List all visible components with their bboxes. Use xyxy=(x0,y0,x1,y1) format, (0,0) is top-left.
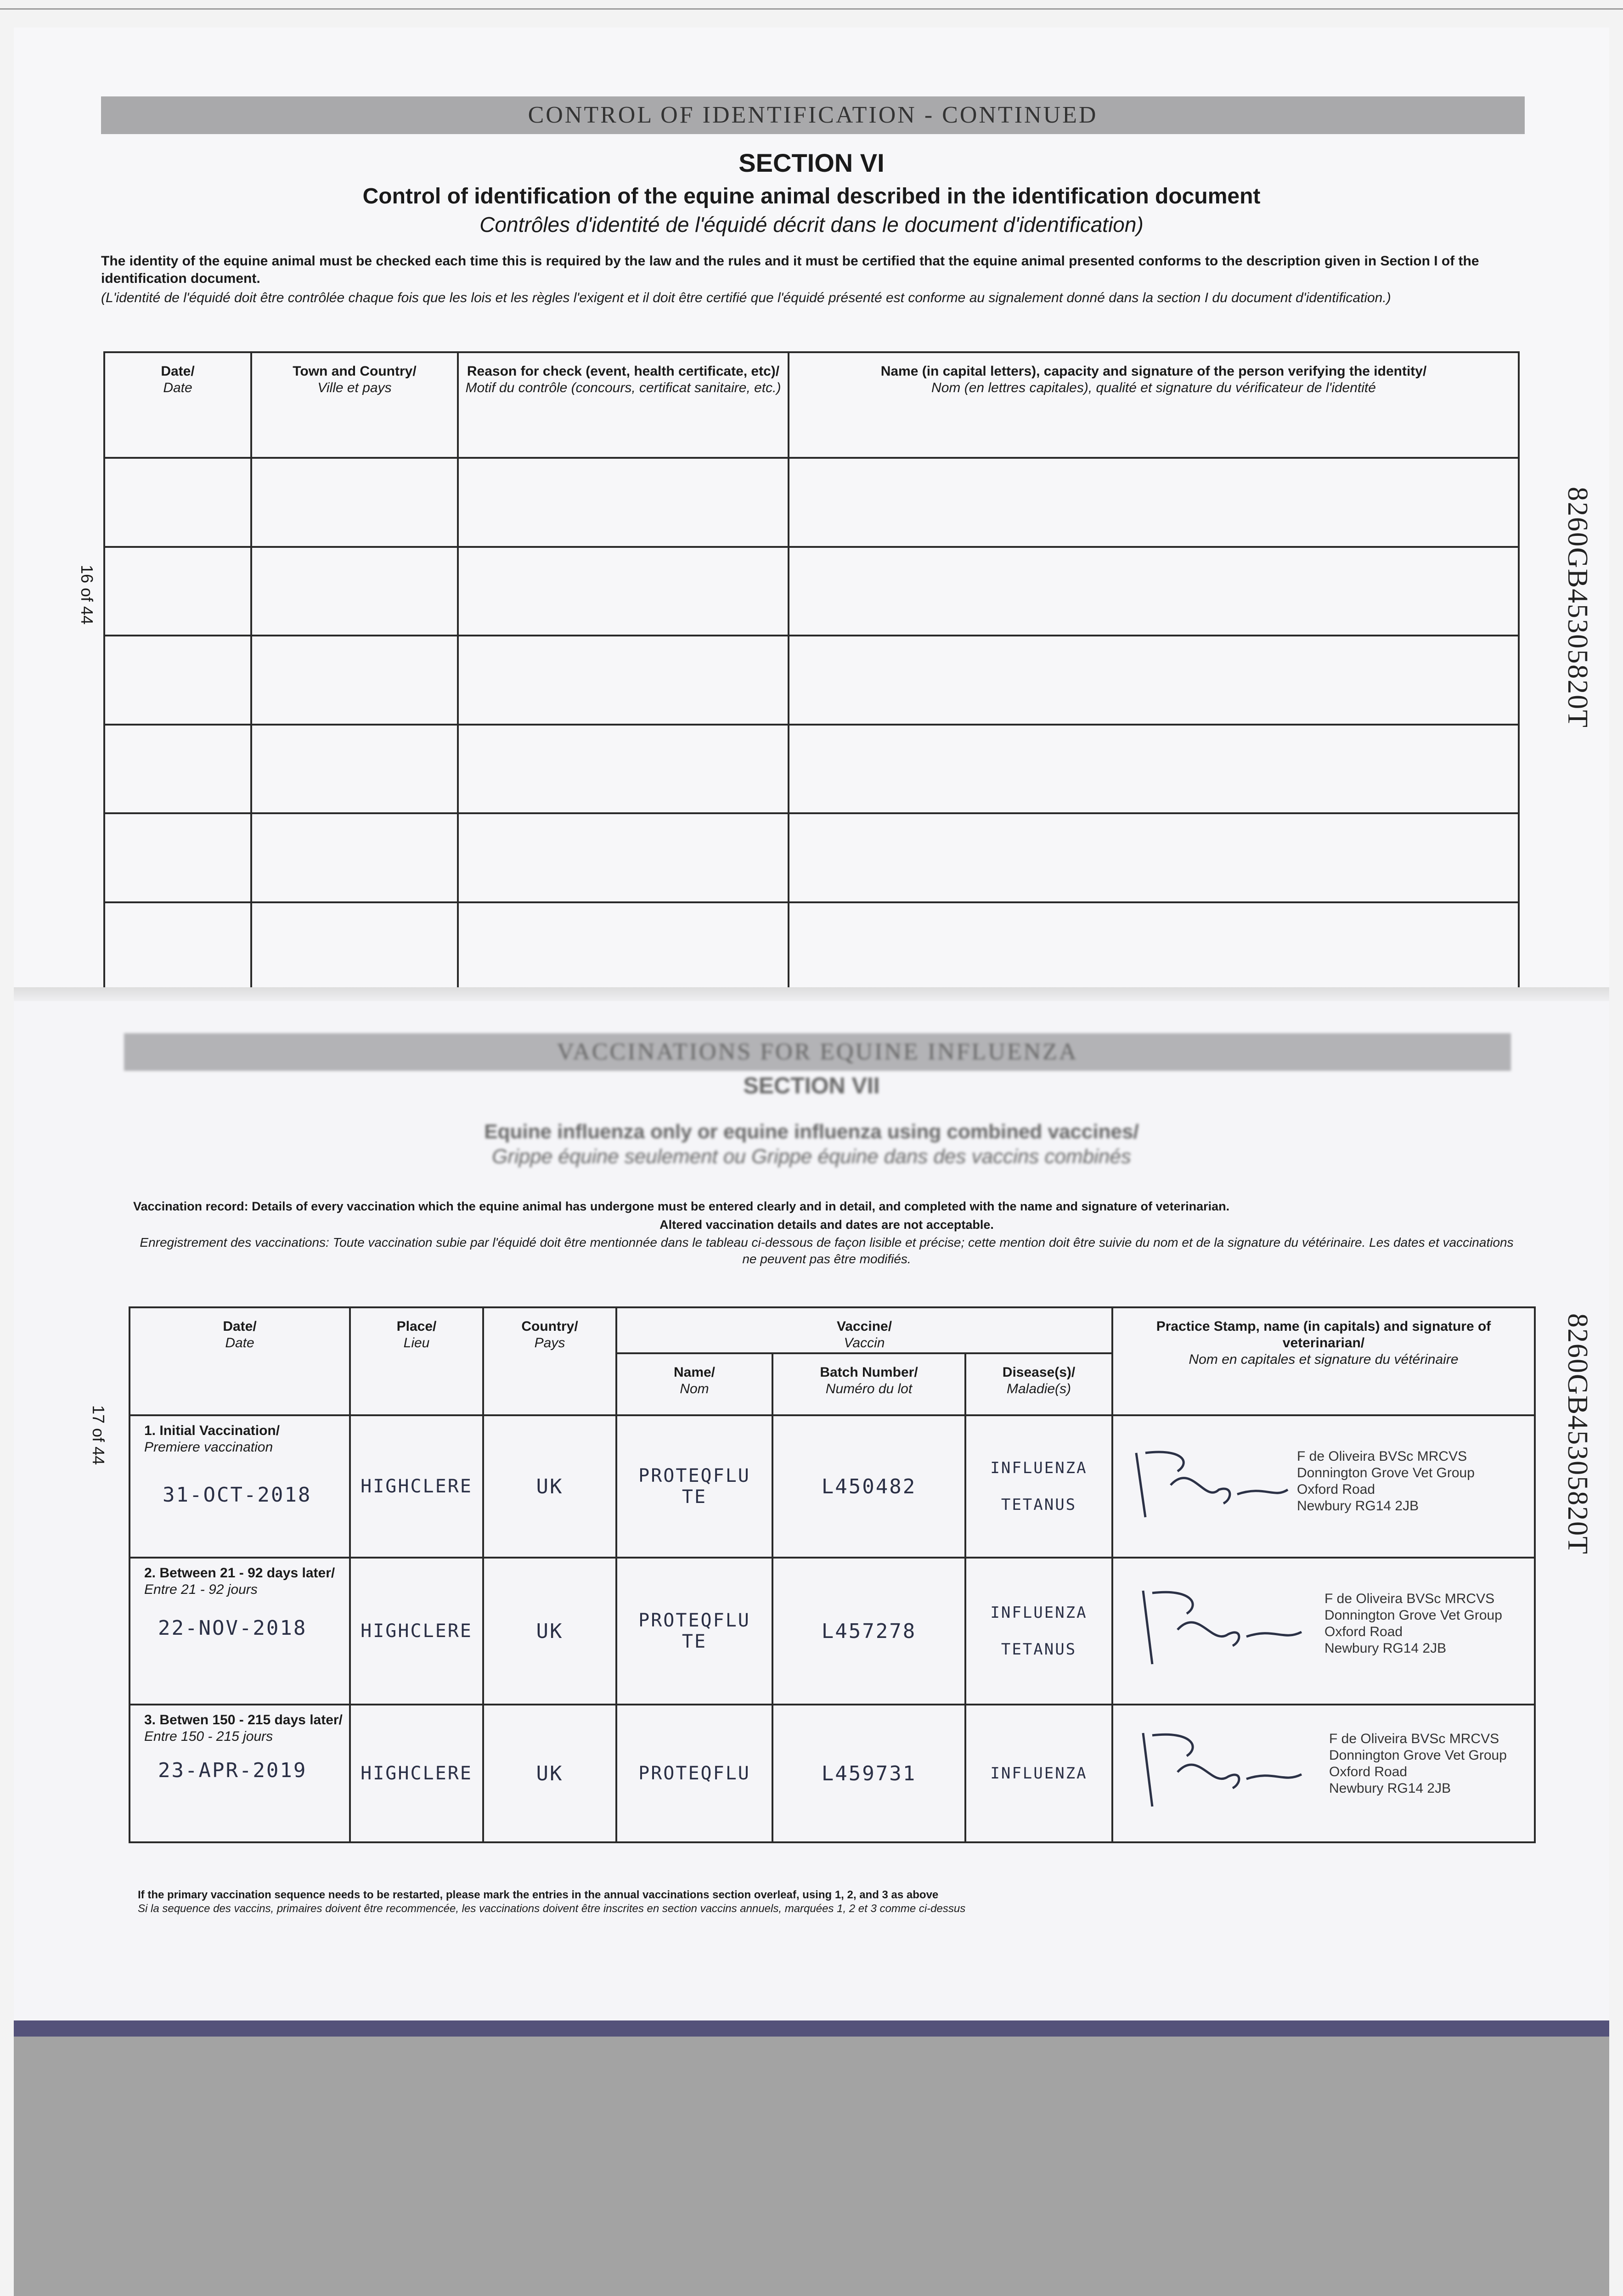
vaccination-place: HIGHCLERE xyxy=(361,1763,473,1784)
scanner-background xyxy=(14,2037,1609,2296)
vaccine-name-cell[interactable] xyxy=(616,1558,772,1705)
disease-cell[interactable] xyxy=(965,1415,1112,1558)
vaccination-country: UK xyxy=(536,1761,564,1785)
section-title: SECTION VII xyxy=(743,1073,880,1098)
intro-en: The identity of the equine animal must be checked each time this is required by the law and the rules and it must be certified that the equine animal presented conforms to the description given in Section I of the identification document. xyxy=(101,253,1479,286)
row-label-fr: Entre 150 - 215 jours xyxy=(144,1729,273,1744)
disease-2: TETANUS xyxy=(1001,1640,1077,1659)
vaccination-place: HIGHCLERE xyxy=(361,1476,473,1497)
col-vaccine-name: Name/ Nom xyxy=(616,1353,772,1415)
passport-page-17 xyxy=(14,1001,1609,2034)
cell[interactable] xyxy=(251,725,458,814)
section-subtitle-en: Equine influenza only or equine influenza using combined vaccines/ xyxy=(484,1120,1139,1143)
vaccination-country: UK xyxy=(536,1619,564,1643)
serial-number: 8260GB45305820T xyxy=(1562,487,1593,728)
disease-2: TETANUS xyxy=(1001,1496,1077,1514)
vaccination-row xyxy=(130,1705,1535,1842)
vaccination-date[interactable]: 23-APR-2019 xyxy=(158,1759,307,1782)
table-row xyxy=(104,547,1519,636)
table-row xyxy=(104,813,1519,902)
cell[interactable] xyxy=(104,902,251,991)
row-label: 3. Betwen 150 - 215 days later/ xyxy=(144,1712,343,1728)
practice-stamp: F de Oliveira BVSc MRCVS Donnington Grove Vet Group Oxford Road Newbury RG14 2JB xyxy=(1297,1449,1475,1514)
cell[interactable] xyxy=(789,902,1519,991)
col-place: Place/ Lieu xyxy=(350,1307,483,1415)
cell[interactable] xyxy=(251,902,458,991)
col-batch: Batch Number/ Numéro du lot xyxy=(772,1353,965,1415)
batch-cell[interactable] xyxy=(772,1558,965,1705)
passport-spine-edge xyxy=(14,2020,1609,2037)
vet-signature-icon xyxy=(1127,1435,1292,1526)
vaccine-name-cell[interactable] xyxy=(616,1415,772,1558)
place-cell[interactable] xyxy=(350,1415,483,1558)
col-practice-stamp: Practice Stamp, name (in capitals) and signature of veterinarian/ Nom en capitales et signature du vétérinaire xyxy=(1112,1307,1535,1415)
batch-cell[interactable] xyxy=(772,1705,965,1842)
vet-signature-icon xyxy=(1132,1719,1306,1811)
passport-page-16 xyxy=(14,28,1609,1001)
vaccination-row xyxy=(130,1415,1535,1558)
cell[interactable] xyxy=(104,547,251,636)
disease-1: INFLUENZA xyxy=(990,1459,1088,1477)
cell[interactable] xyxy=(789,547,1519,636)
record-fr: Enregistrement des vaccinations: Toute vaccination subie par l'équidé doit être mentionnée dans le tableau ci-dessous de façon lisible et précise; cette mention doit être suivie du nom et de la signature du vétérinaire. Les dates et vaccinations ne peuvent pas être modifiés. xyxy=(140,1235,1514,1266)
cell[interactable] xyxy=(458,725,789,814)
vaccination-country: UK xyxy=(536,1474,564,1498)
row-label: 2. Between 21 - 92 days later/ xyxy=(144,1565,335,1581)
cell[interactable] xyxy=(251,547,458,636)
intro-fr: (L'identité de l'équidé doit être contrôlée chaque fois que les lois et les règles l'exigent et il doit être certifié que l'équidé présenté est conforme au signalement donné dans la section I du document d'identification.) xyxy=(101,290,1391,305)
cell[interactable] xyxy=(104,725,251,814)
vet-signature-icon xyxy=(1132,1577,1306,1669)
stamp-cell[interactable] xyxy=(1112,1705,1535,1842)
section-banner: VACCINATIONS FOR EQUINE INFLUENZA xyxy=(124,1033,1511,1071)
batch-number: L450482 xyxy=(821,1474,917,1498)
disease-cell[interactable] xyxy=(965,1558,1112,1705)
vaccination-place: HIGHCLERE xyxy=(361,1621,473,1642)
stamp-cell[interactable] xyxy=(1112,1415,1535,1558)
row-label-cell xyxy=(130,1558,350,1705)
section-subtitle-fr: Grippe équine seulement ou Grippe équine dans des vaccins combinés xyxy=(492,1145,1131,1168)
page-number: 16 of 44 xyxy=(78,565,96,625)
record-en-2: Altered vaccination details and dates are not acceptable. xyxy=(659,1218,994,1232)
section-title: SECTION VI xyxy=(738,148,885,177)
row-label-cell xyxy=(130,1415,350,1558)
batch-number: L457278 xyxy=(821,1619,917,1643)
country-cell[interactable] xyxy=(483,1558,616,1705)
vaccination-date[interactable]: 22-NOV-2018 xyxy=(158,1616,307,1640)
cell[interactable] xyxy=(251,458,458,547)
vaccine-name: PROTEQFLU xyxy=(638,1763,750,1784)
col-verifier: Name (in capital letters), capacity and signature of the person verifying the identity/ Nom (en lettres capitales), qualité et signature du vérificateur de l'identité xyxy=(789,352,1519,458)
disease-1: INFLUENZA xyxy=(990,1764,1088,1783)
place-cell[interactable] xyxy=(350,1705,483,1842)
cell[interactable] xyxy=(789,813,1519,902)
vaccine-name-suffix: TE xyxy=(682,1631,707,1652)
section-banner: CONTROL OF IDENTIFICATION - CONTINUED xyxy=(101,96,1525,134)
section-subtitle-en: Control of identification of the equine animal described in the identification document xyxy=(362,184,1261,208)
col-reason: Reason for check (event, health certificate, etc)/ Motif du contrôle (concours, certificat sanitaire, etc.) xyxy=(458,352,789,458)
cell[interactable] xyxy=(104,458,251,547)
disease-1: INFLUENZA xyxy=(990,1604,1088,1622)
row-label-cell xyxy=(130,1705,350,1842)
scan-top-edge xyxy=(0,8,1623,10)
table-row xyxy=(104,636,1519,725)
cell[interactable] xyxy=(458,547,789,636)
cell[interactable] xyxy=(104,636,251,725)
table-row xyxy=(104,458,1519,547)
vaccine-name: PROTEQFLU xyxy=(638,1610,750,1631)
practice-stamp: F de Oliveira BVSc MRCVS Donnington Grove Vet Group Oxford Road Newbury RG14 2JB xyxy=(1324,1591,1502,1656)
cell[interactable] xyxy=(251,813,458,902)
batch-cell[interactable] xyxy=(772,1415,965,1558)
table-row xyxy=(104,725,1519,814)
stamp-cell[interactable] xyxy=(1112,1558,1535,1705)
vaccine-name-suffix: TE xyxy=(682,1486,707,1508)
cell[interactable] xyxy=(458,636,789,725)
section-subtitle-fr: Contrôles d'identité de l'équidé décrit dans le document d'identification) xyxy=(479,213,1144,236)
vaccination-date[interactable]: 31-OCT-2018 xyxy=(163,1483,312,1507)
cell[interactable] xyxy=(458,458,789,547)
row-label: 1. Initial Vaccination/ xyxy=(144,1423,280,1438)
col-country: Country/ Pays xyxy=(483,1307,616,1415)
practice-stamp: F de Oliveira BVSc MRCVS Donnington Grove Vet Group Oxford Road Newbury RG14 2JB xyxy=(1329,1731,1507,1796)
page-number: 17 of 44 xyxy=(89,1405,108,1465)
place-cell[interactable] xyxy=(350,1558,483,1705)
vaccination-table xyxy=(129,1306,1536,1843)
col-town-country: Town and Country/ Ville et pays xyxy=(251,352,458,458)
col-date: Date/ Date xyxy=(130,1307,350,1415)
footnote-en: If the primary vaccination sequence needs to be restarted, please mark the entries in the annual vaccinations section overleaf, using 1, 2, and 3 as above xyxy=(138,1889,939,1901)
disease-cell[interactable] xyxy=(965,1705,1112,1842)
col-disease: Disease(s)/ Maladie(s) xyxy=(965,1353,1112,1415)
table-row xyxy=(104,902,1519,991)
record-en: Vaccination record: Details of every vaccination which the equine animal has undergone must be entered clearly and in detail, and completed with the name and signature of veterinarian. xyxy=(133,1199,1230,1213)
country-cell[interactable] xyxy=(483,1705,616,1842)
cell[interactable] xyxy=(789,458,1519,547)
col-vaccine: Vaccine/ Vaccin xyxy=(616,1307,1112,1353)
identity-check-table xyxy=(103,351,1520,992)
vaccine-name: PROTEQFLU xyxy=(638,1465,750,1486)
cell[interactable] xyxy=(104,813,251,902)
footnote-fr: Si la sequence des vaccins, primaires doivent être recommencée, les vaccinations doivent être inscrites en section vaccins annuels, marquées 1, 2 et 3 comme ci-dessus xyxy=(138,1902,966,1915)
cell[interactable] xyxy=(458,902,789,991)
vaccination-row xyxy=(130,1558,1535,1705)
row-label-fr: Entre 21 - 92 jours xyxy=(144,1582,258,1597)
cell[interactable] xyxy=(789,636,1519,725)
cell[interactable] xyxy=(789,725,1519,814)
batch-number: L459731 xyxy=(821,1761,917,1785)
country-cell[interactable] xyxy=(483,1415,616,1558)
col-date: Date/ Date xyxy=(104,352,251,458)
vaccine-name-cell[interactable] xyxy=(616,1705,772,1842)
serial-number: 8260GB45305820T xyxy=(1562,1313,1593,1555)
cell[interactable] xyxy=(251,636,458,725)
cell[interactable] xyxy=(458,813,789,902)
row-label-fr: Premiere vaccination xyxy=(144,1440,273,1455)
